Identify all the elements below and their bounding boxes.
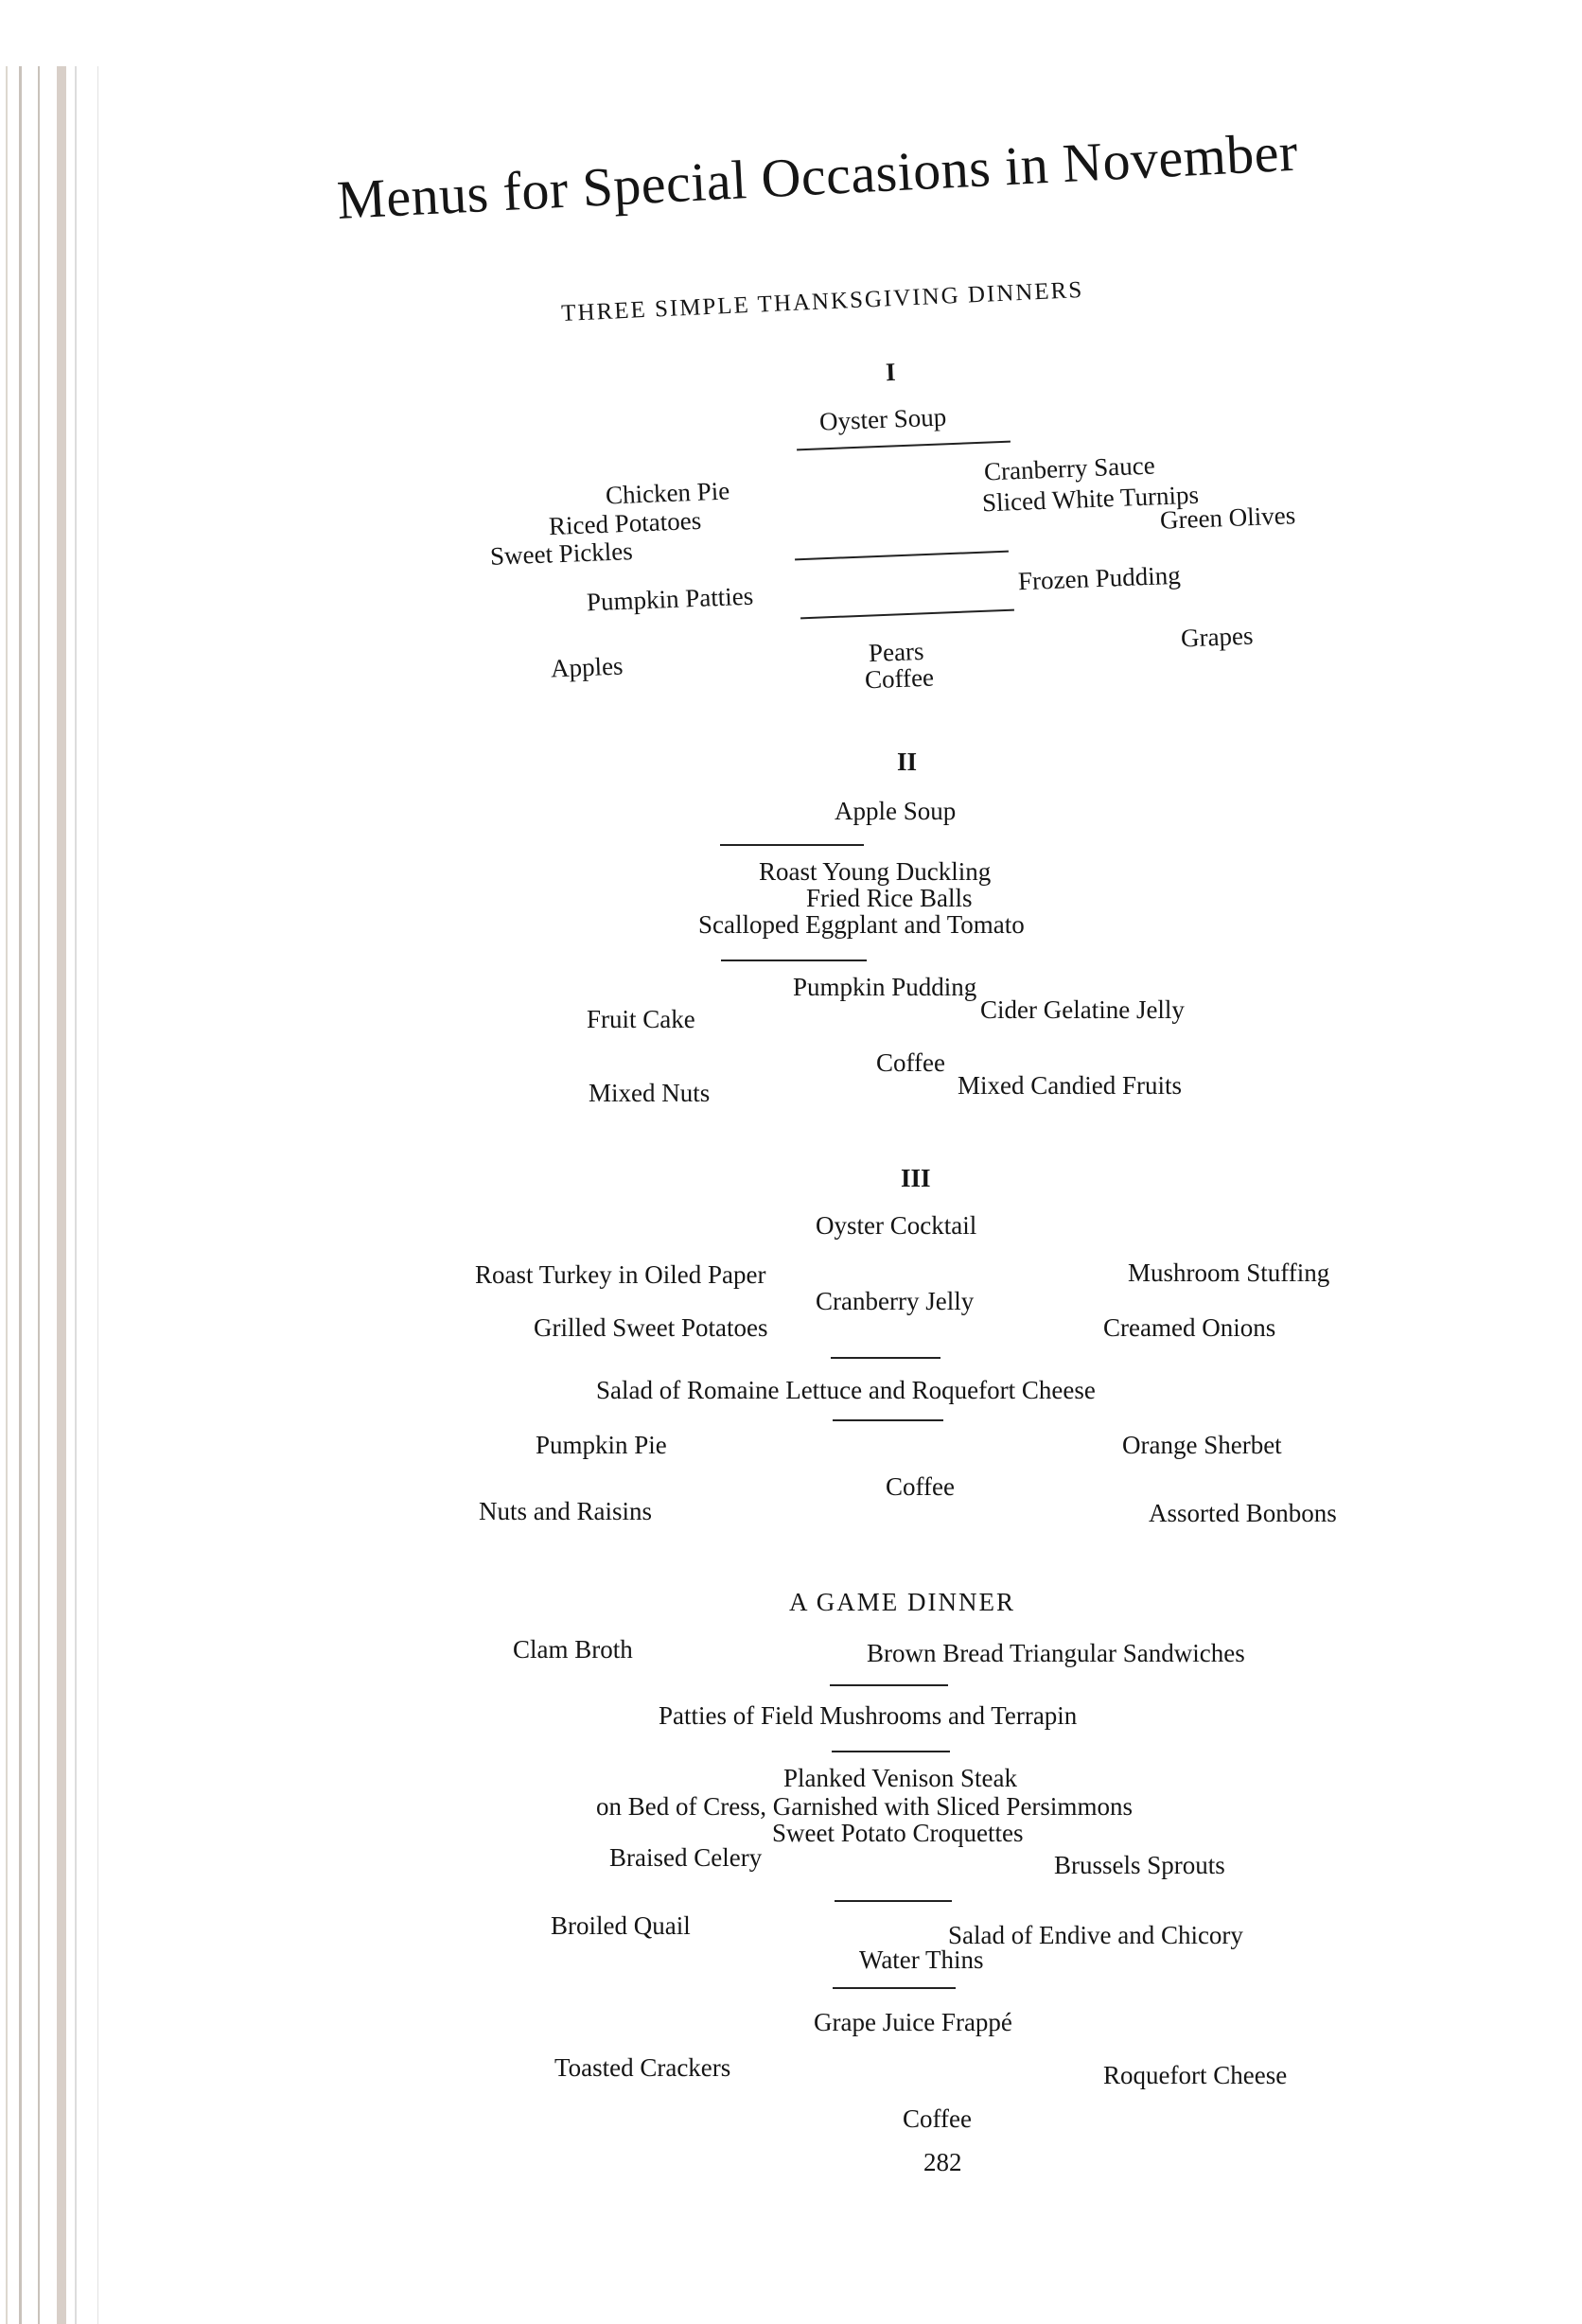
menu-item: Orange Sherbet [1122,1431,1282,1459]
menu-item: Roquefort Cheese [1103,2061,1288,2089]
menu-item: Green Olives [1159,501,1296,535]
menu-item: Fried Rice Balls [806,884,973,912]
menu-item: Sweet Pickles [489,537,634,571]
menu-item: Salad of Romaine Lettuce and Roquefort Cheese [596,1376,1096,1404]
menu-item: Coffee [903,2104,972,2133]
menu-item: Grilled Sweet Potatoes [534,1313,768,1342]
menu-item: Brussels Sprouts [1054,1851,1225,1879]
menu-item: Roast Turkey in Oiled Paper [475,1260,766,1289]
menu-item: Creamed Onions [1103,1313,1276,1342]
menu-item: Sweet Potato Croquettes [772,1819,1024,1847]
menu-item: Mixed Candied Fruits [958,1071,1182,1100]
course-divider [830,1684,948,1686]
menu-item: Oyster Soup [818,402,947,436]
menu-item: Cranberry Jelly [816,1287,975,1315]
menu-item: Pears [868,636,925,668]
menu-item: Pumpkin Pie [536,1431,667,1459]
course-divider [832,1751,950,1752]
menu-item: Toasted Crackers [554,2053,731,2082]
course-divider [833,1419,943,1421]
menu-item: Grape Juice Frappé [814,2008,1012,2036]
menu-item: Grapes [1180,621,1254,653]
course-divider [831,1357,940,1359]
menu-item: Assorted Bonbons [1149,1499,1337,1527]
course-divider [797,441,1011,451]
menu-item: Brown Bread Triangular Sandwiches [867,1639,1245,1667]
section-heading-game-dinner: A GAME DINNER [789,1588,1015,1616]
menu-numeral: II [897,748,918,776]
page-number: 282 [923,2148,962,2176]
course-divider [721,960,867,961]
menu-numeral: III [901,1164,931,1192]
menu-item: Patties of Field Mushrooms and Terrapin [659,1701,1078,1730]
menu-item: Pumpkin Pudding [793,973,977,1001]
menu-numeral: I [885,357,897,387]
menu-item: Fruit Cake [587,1005,695,1033]
menu-item: Braised Celery [609,1843,763,1872]
menu-item: Clam Broth [513,1635,633,1664]
course-divider [835,1900,952,1902]
course-divider [800,609,1014,620]
course-divider [833,1987,956,1989]
menu-item: Broiled Quail [551,1911,691,1940]
menu-item: Mushroom Stuffing [1128,1259,1330,1287]
menu-item: Pumpkin Patties [586,581,754,617]
menu-item: Sliced White Turnips [981,480,1200,518]
menu-item: Coffee [886,1472,955,1501]
menu-item: Frozen Pudding [1017,560,1182,596]
menu-item: Roast Young Duckling [759,857,992,886]
menu-item: Water Thins [859,1945,984,1974]
menu-item: Scalloped Eggplant and Tomato [698,910,1025,939]
menu-item: Apple Soup [835,797,957,825]
menu-item: Chicken Pie [605,476,730,510]
menu-item: Oyster Cocktail [816,1211,977,1240]
menu-item: Cranberry Sauce [983,450,1156,486]
menu-item: Riced Potatoes [548,505,702,541]
menu-item: on Bed of Cress, Garnished with Sliced Persimmons [596,1792,1133,1821]
menu-item: Planked Venison Steak [783,1764,1017,1792]
menu-item: Salad of Endive and Chicory [948,1921,1243,1949]
menu-item: Cider Gelatine Jelly [980,995,1185,1024]
menu-item: Coffee [876,1048,945,1077]
menu-item: Apples [550,651,624,683]
page-title: Menus for Special Occasions in November [335,120,1300,232]
menu-item: Coffee [864,662,935,695]
section-heading-thanksgiving: THREE SIMPLE THANKSGIVING DINNERS [560,276,1084,327]
course-divider [720,844,864,846]
course-divider [795,551,1009,561]
menu-item: Nuts and Raisins [479,1497,653,1525]
menu-item: Mixed Nuts [589,1079,711,1107]
